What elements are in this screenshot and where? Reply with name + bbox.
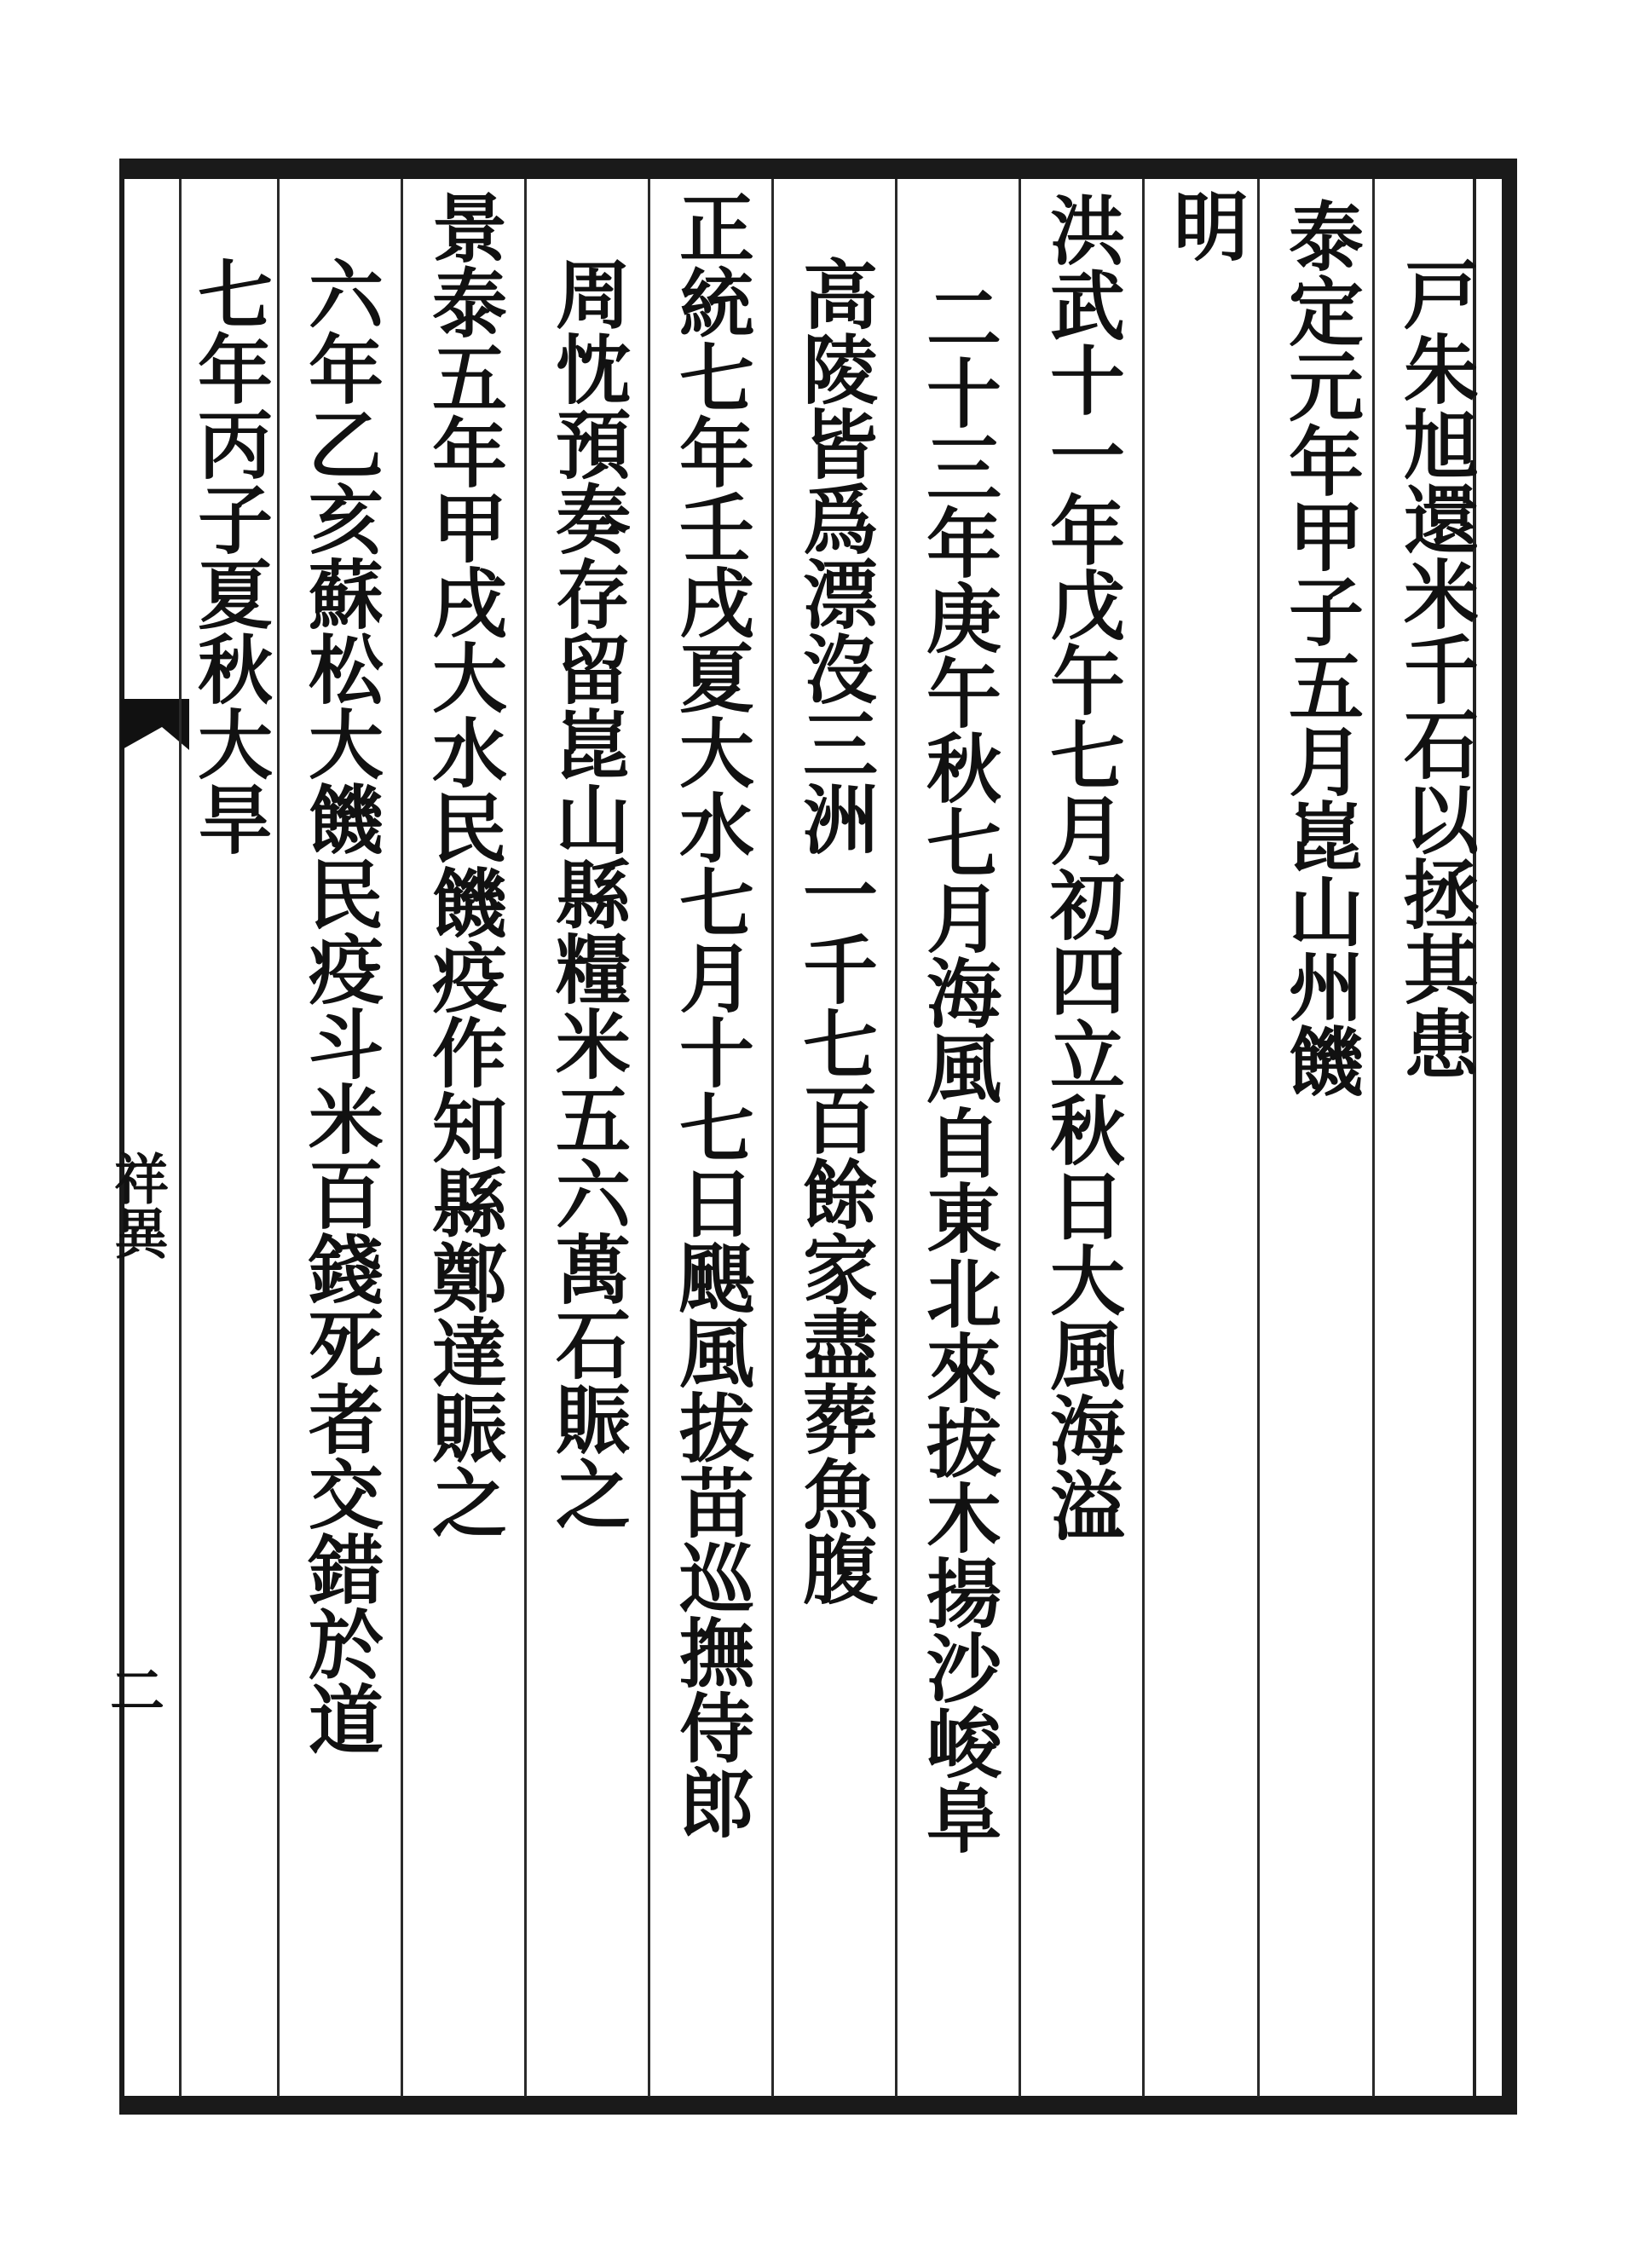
text-column-7: 正統七年壬戌夏大水七月十七日颶風拔苗巡撫侍郎 (667, 189, 756, 1839)
text-column-4: 洪武十一年戊午七月初四立秋日大風海溢 (1038, 192, 1127, 1542)
text-column-3: 明 (1162, 188, 1250, 263)
column-rule (895, 179, 897, 2097)
text-column-11: 七年丙子夏秋大旱 (186, 256, 274, 856)
column-rule (277, 179, 280, 2097)
column-rule (1142, 179, 1145, 2097)
column-rule (771, 179, 774, 2097)
text-column-6: 高陵皆爲漂沒三洲一千七百餘家盡葬魚腹 (791, 256, 880, 1606)
fold-title: 祥異 (105, 1151, 169, 1260)
column-rule (648, 179, 650, 2097)
text-column-9: 景泰五年甲戌大水民饑疫作知縣鄭達賑之 (420, 189, 509, 1539)
text-column-10: 六年乙亥蘇松大饑民疫斗米百錢死者交錯於道 (297, 256, 385, 1756)
column-rule (1019, 179, 1021, 2097)
text-column-1: 戸朱旭還米千石以拯其患 (1392, 256, 1480, 1081)
column-rule (524, 179, 527, 2097)
column-rule (401, 179, 403, 2097)
text-column-2: 泰定元年甲子五月崑山州饑 (1277, 198, 1365, 1098)
text-column-5: 二十三年庚午秋七月海風自東北來拔木揚沙峻阜 (915, 280, 1003, 1855)
fold-page-number: 二 (101, 1662, 164, 1717)
column-rule (1372, 179, 1375, 2097)
column-rule (179, 179, 182, 2097)
column-rule (1257, 179, 1260, 2097)
text-column-8: 周忱預奏存留崑山縣糧米五六萬石賑之 (544, 256, 632, 1531)
